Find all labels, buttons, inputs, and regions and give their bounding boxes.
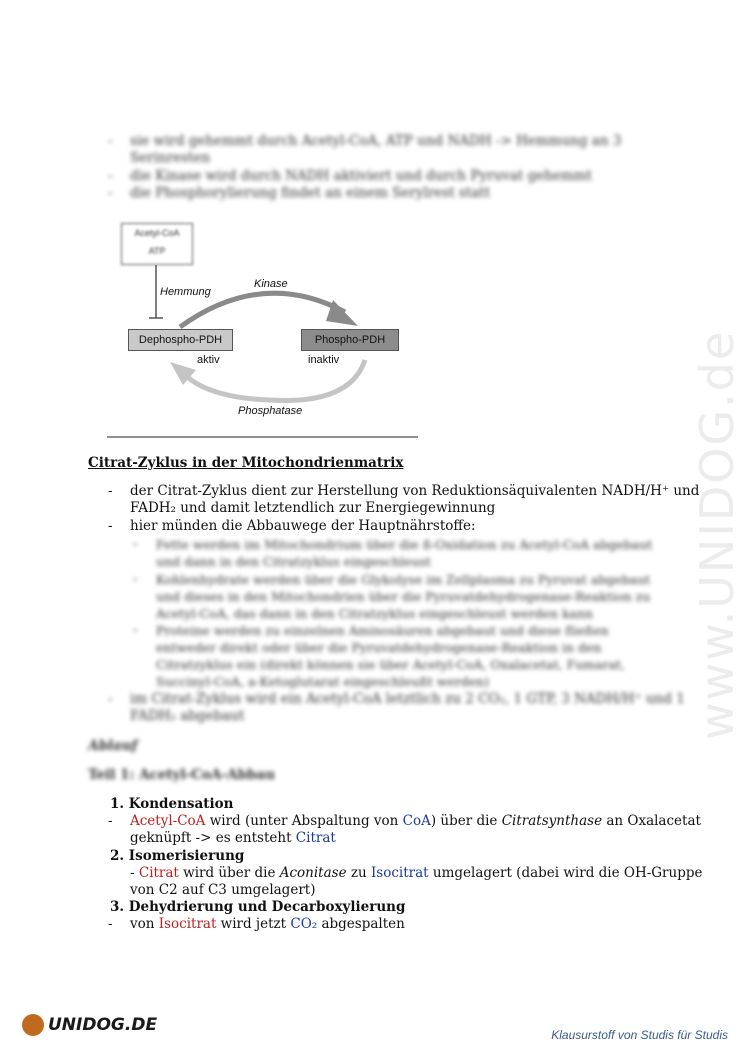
- intro-bullet-1-cont: FADH₂ und damit letztendlich zur Energiegewinnung: [130, 500, 496, 516]
- dash: -: [108, 518, 113, 534]
- intro-bullet-1: der Citrat-Zyklus dient zur Herstellung von Reduktionsäquivalenten NADH/H⁺ und: [130, 483, 700, 499]
- top-bullet-3: die Phosphorylierung findet an einem Serylrest statt: [130, 185, 491, 201]
- step-1-line-2: [130, 830, 336, 847]
- text: zu: [346, 865, 371, 881]
- kinase-arrowhead: [326, 300, 358, 326]
- inhibitor-atp: ATP: [148, 246, 166, 256]
- logo-text: UNIDOG.DE: [48, 1015, 158, 1035]
- text: wird über die: [178, 865, 280, 881]
- sub-1-cont: und dann in den Citratzyklus eingeschleust: [156, 554, 431, 569]
- step-3-line-1: [130, 916, 405, 933]
- step-2-title: 2. Isomerisierung: [110, 848, 245, 864]
- dash: -: [108, 133, 113, 149]
- citrat-term: Citrat: [138, 865, 179, 881]
- step-2-line-1: [130, 865, 702, 882]
- top-bullet-1-cont: Serinresten: [130, 150, 211, 166]
- text: -: [130, 865, 139, 881]
- text: an Oxalacetat: [602, 813, 701, 829]
- sub-4-cont: FADH₂ abgebaut: [130, 708, 245, 724]
- citrat-term: Citrat: [295, 830, 336, 846]
- phosphatase-arrowhead: [170, 362, 196, 385]
- dephospho-pdh-box: Dephospho-PDH: [128, 329, 233, 351]
- teil1-heading: Teil 1: Acetyl-CoA-Abbau: [88, 767, 275, 783]
- dash: -: [108, 168, 113, 184]
- sub-2-cont: und dieses in den Mitochondrien über die Pyruvatdehydrogenase-Reaktion zu: [156, 589, 651, 604]
- dash: -: [133, 536, 138, 552]
- unidog-logo[interactable]: [22, 1014, 157, 1036]
- phospho-pdh-box: Phospho-PDH: [301, 329, 399, 351]
- step-1-line-1: [130, 813, 701, 830]
- sub-4: im Citrat-Zyklus wird ein Acetyl-CoA letztlich zu 2 CO₂, 1 GTP, 3 NADH/H⁺ und 1: [130, 691, 685, 707]
- dash: -: [133, 622, 138, 638]
- inaktiv-label: inaktiv: [308, 354, 340, 366]
- text: wird jetzt: [216, 916, 291, 932]
- citratsynthase-term: Citratsynthase: [501, 813, 603, 829]
- coa-term: CoA: [402, 813, 431, 829]
- aconitase-term: Aconitase: [279, 865, 347, 881]
- phosphatase-label: Phosphatase: [238, 405, 303, 417]
- dog-icon: [22, 1014, 44, 1036]
- acetyl-coa-term: Acetyl-CoA: [130, 813, 206, 829]
- phosphatase-arrow: [185, 360, 365, 401]
- text: umgelagert (dabei wird die OH-Gruppe: [428, 865, 703, 881]
- dash: -: [108, 691, 113, 707]
- dash: -: [108, 483, 113, 499]
- co2-term: CO₂: [290, 916, 318, 932]
- text: ) über die: [430, 813, 502, 829]
- dash: -: [133, 571, 138, 587]
- hemmung-label: Hemmung: [160, 286, 211, 298]
- isocitrat-term: Isocitrat: [158, 916, 217, 932]
- intro-bullet-2: hier münden die Abbauwege der Hauptnährstoffe:: [130, 518, 476, 534]
- kinase-arrow: [180, 293, 345, 327]
- ablauf-heading: Ablauf: [88, 738, 138, 754]
- top-bullet-2: die Kinase wird durch NADH aktiviert und durch Pyruvat gehemmt: [130, 168, 592, 184]
- text: abgespalten: [317, 916, 405, 932]
- inhibitor-box: [121, 223, 193, 265]
- watermark: www.UNIDOG.de: [690, 329, 744, 740]
- dash: -: [108, 813, 113, 829]
- dash: -: [108, 916, 113, 932]
- inhibitor-acetyl-coa: Acetyl-CoA: [134, 228, 180, 238]
- sub-3-cont: entweder direkt oder über die Pyruvatdehydrogenase-Reaktion in den: [156, 640, 602, 655]
- text: wird (unter Abspaltung von: [205, 813, 403, 829]
- sub-2: Kohlenhydrate werden über die Glykolyse im Zellplasma zu Pyruvat abgebaut: [156, 572, 651, 587]
- top-bullet-1: sie wird gehemmt durch Acetyl-CoA, ATP und NADH -> Hemmung an 3: [130, 133, 622, 149]
- dash: -: [108, 185, 113, 201]
- step-1-title: 1. Kondensation: [110, 796, 234, 812]
- sub-1: Fette werden im Mitochondrium über die ß-Oxidation zu Acetyl-CoA abgebaut: [156, 537, 653, 552]
- footer-slogan: Klausurstoff von Studis für Studis: [551, 1028, 728, 1042]
- sub-3-cont3: Succinyl-CoA, a-Ketoglutarat eingeschleußt werden): [156, 674, 490, 689]
- section-title: Citrat-Zyklus in der Mitochondrienmatrix: [88, 455, 404, 471]
- kinase-label: Kinase: [254, 278, 288, 290]
- sub-3: Proteine werden zu einzelnen Aminosäuren abgebaut und diese fließen: [156, 623, 609, 638]
- step-3-title: 3. Dehydrierung und Decarboxylierung: [110, 899, 406, 915]
- sub-2-cont2: Acetyl-CoA, das dann in den Citratzyklus eingeschleust werden kann: [156, 606, 594, 621]
- aktiv-label: aktiv: [197, 354, 220, 366]
- text: geknüpft -> es entsteht: [130, 830, 296, 846]
- sub-3-cont2: Citratzyklus ein (direkt können sie über Acetyl-CoA, Oxalacetat, Fumarat,: [156, 657, 626, 672]
- isocitrat-term: Isocitrat: [370, 865, 429, 881]
- step-2-line-2: von C2 auf C3 umgelagert): [130, 882, 316, 898]
- text: von: [130, 916, 159, 932]
